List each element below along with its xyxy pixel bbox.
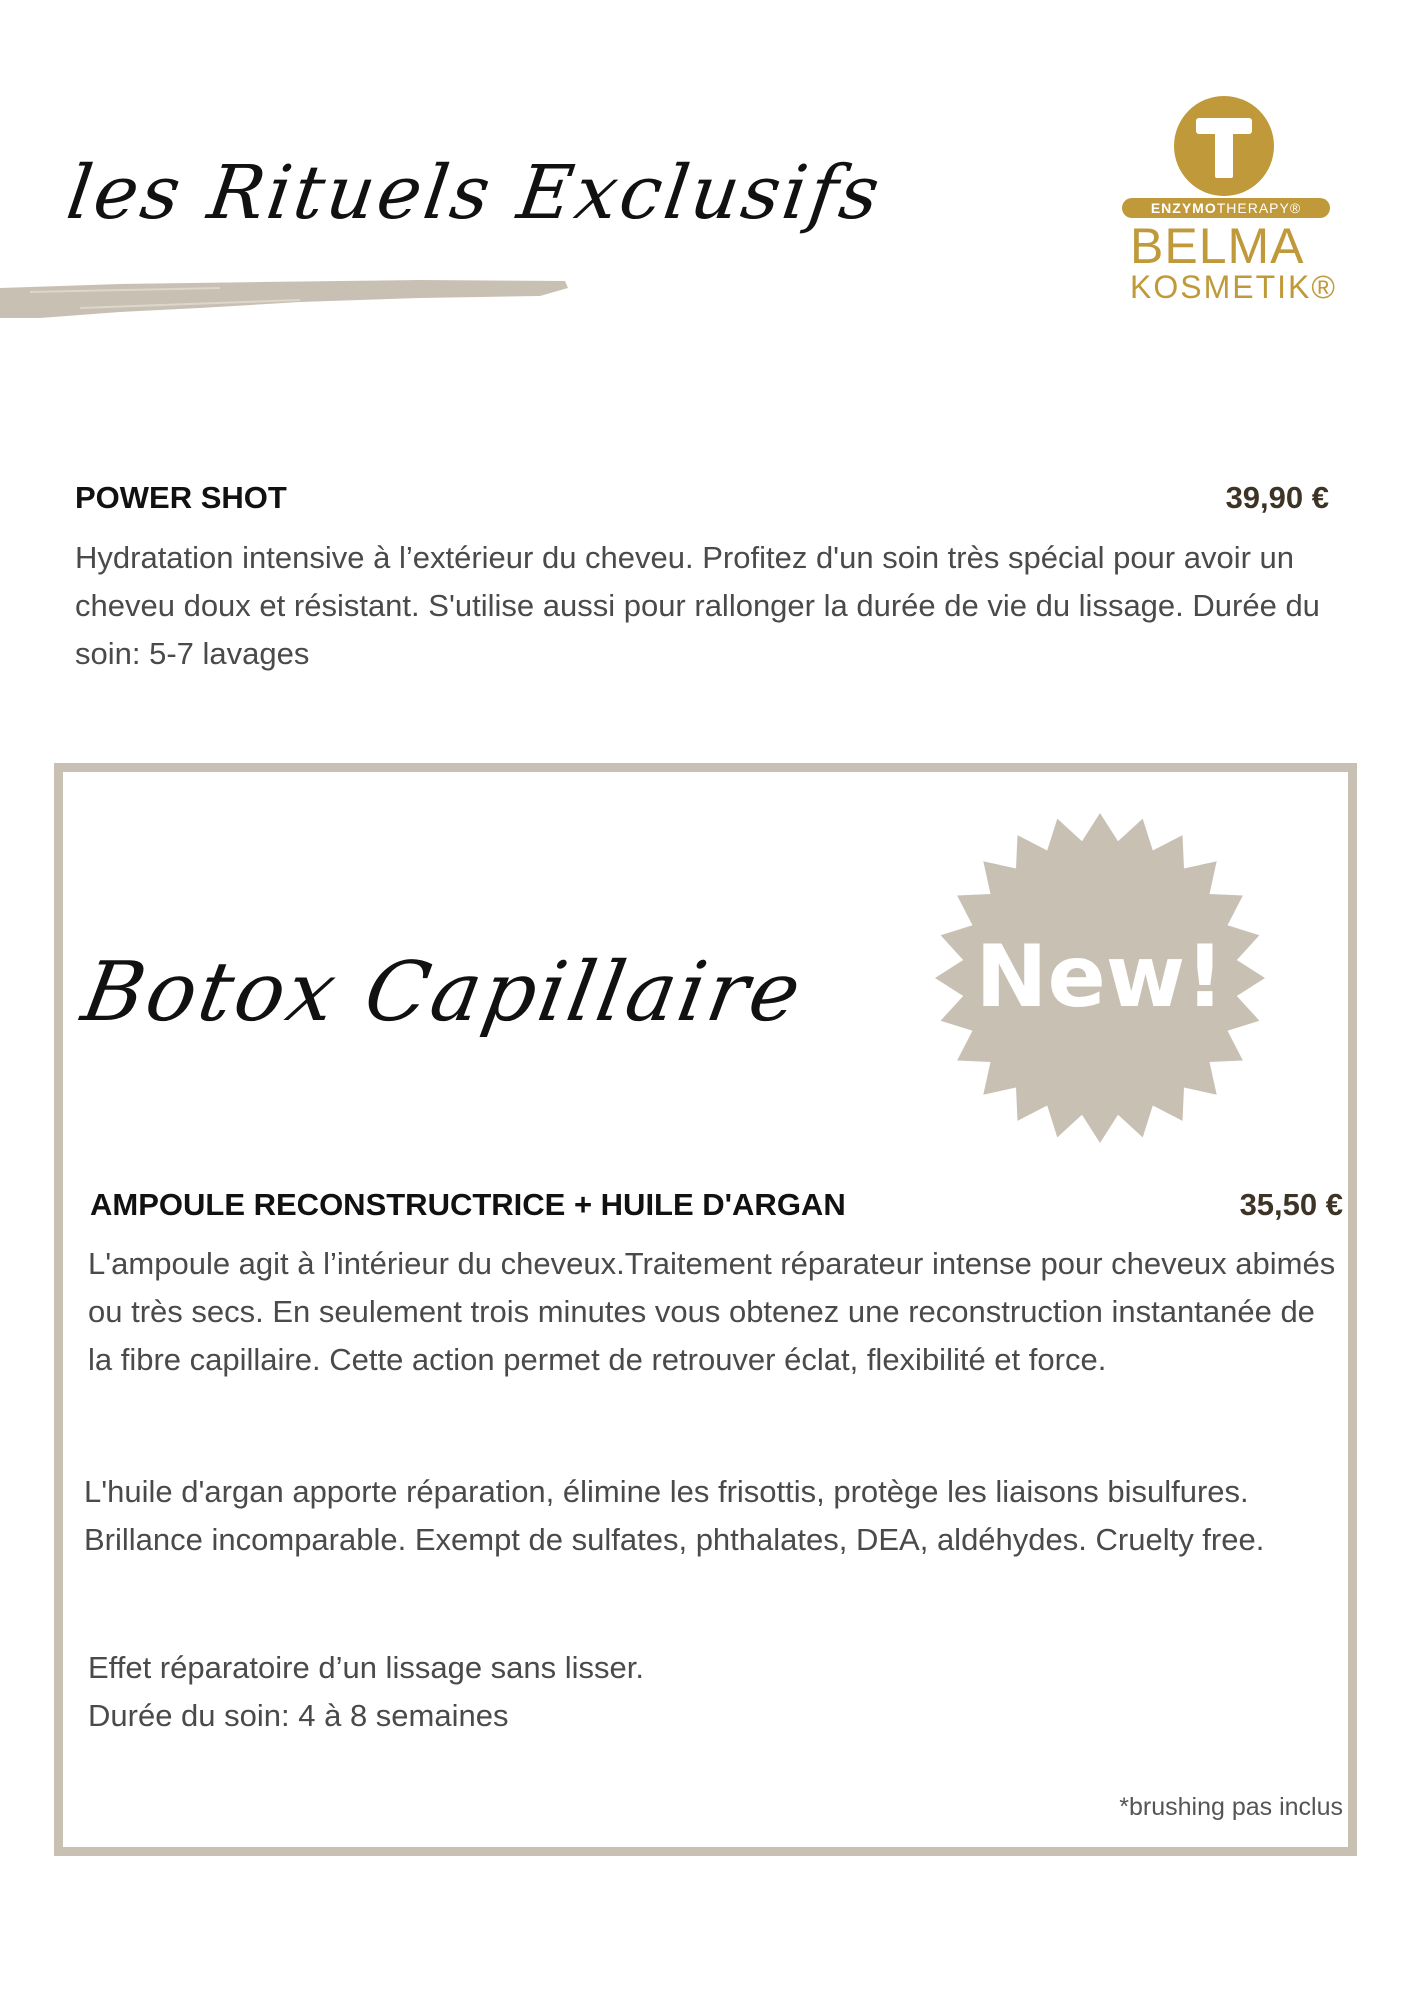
ampoule-description: L'ampoule agit à l’intérieur du cheveux.Traitement réparateur intense pour cheveux abimés ou très secs. En seulement trois minutes vous obtenez une reconstruction instantanée de la fibre capillaire. Cette action permet de retrouver éclat, flexibilité et force. xyxy=(88,1246,1336,1377)
argan-oil-description: L'huile d'argan apporte réparation, élimine les frisottis, protège les liaisons bisulfures. Brillance incomparable. Exempt de sulfates, phthalates, DEA, aldéhydes. Cruelty free. xyxy=(84,1474,1265,1557)
new-badge-label: New! xyxy=(975,927,1225,1027)
power-shot-title: POWER SHOT xyxy=(75,480,287,515)
power-shot-description: Hydratation intensive à l’extérieur du cheveu. Profitez d'un soin très spécial pour avoir un cheveu doux et résistant. S'utilise aussi pour rallonger la durée de vie du lissage. Durée du soin: 5-7 lavages xyxy=(75,540,1320,671)
logo-name: BELMA xyxy=(1130,218,1305,274)
duration-line: Durée du soin: 4 à 8 semaines xyxy=(88,1698,509,1733)
power-shot-price: 39,90 € xyxy=(1225,480,1329,515)
brush-stroke-decoration xyxy=(0,278,570,320)
ampoule-title: AMPOULE RECONSTRUCTRICE + HUILE D'ARGAN xyxy=(90,1187,846,1222)
logo-subname: KOSMETIK® xyxy=(1130,269,1337,305)
botox-section-title: Botox Capillaire xyxy=(75,945,811,1040)
effect-line: Effet réparatoire d’un lissage sans lisser. xyxy=(88,1650,645,1685)
new-badge xyxy=(930,808,1270,1148)
logo-t-icon xyxy=(1174,96,1274,196)
section-title: les Rituels Exclusifs xyxy=(61,150,888,236)
brushing-note: *brushing pas inclus xyxy=(1119,1793,1343,1821)
logo-band: ENZYMOTHERAPY® xyxy=(1122,198,1330,218)
effect-duration-text xyxy=(88,1644,1338,1740)
brand-logo xyxy=(1120,90,1337,310)
ampoule-price: 35,50 € xyxy=(1239,1187,1343,1222)
